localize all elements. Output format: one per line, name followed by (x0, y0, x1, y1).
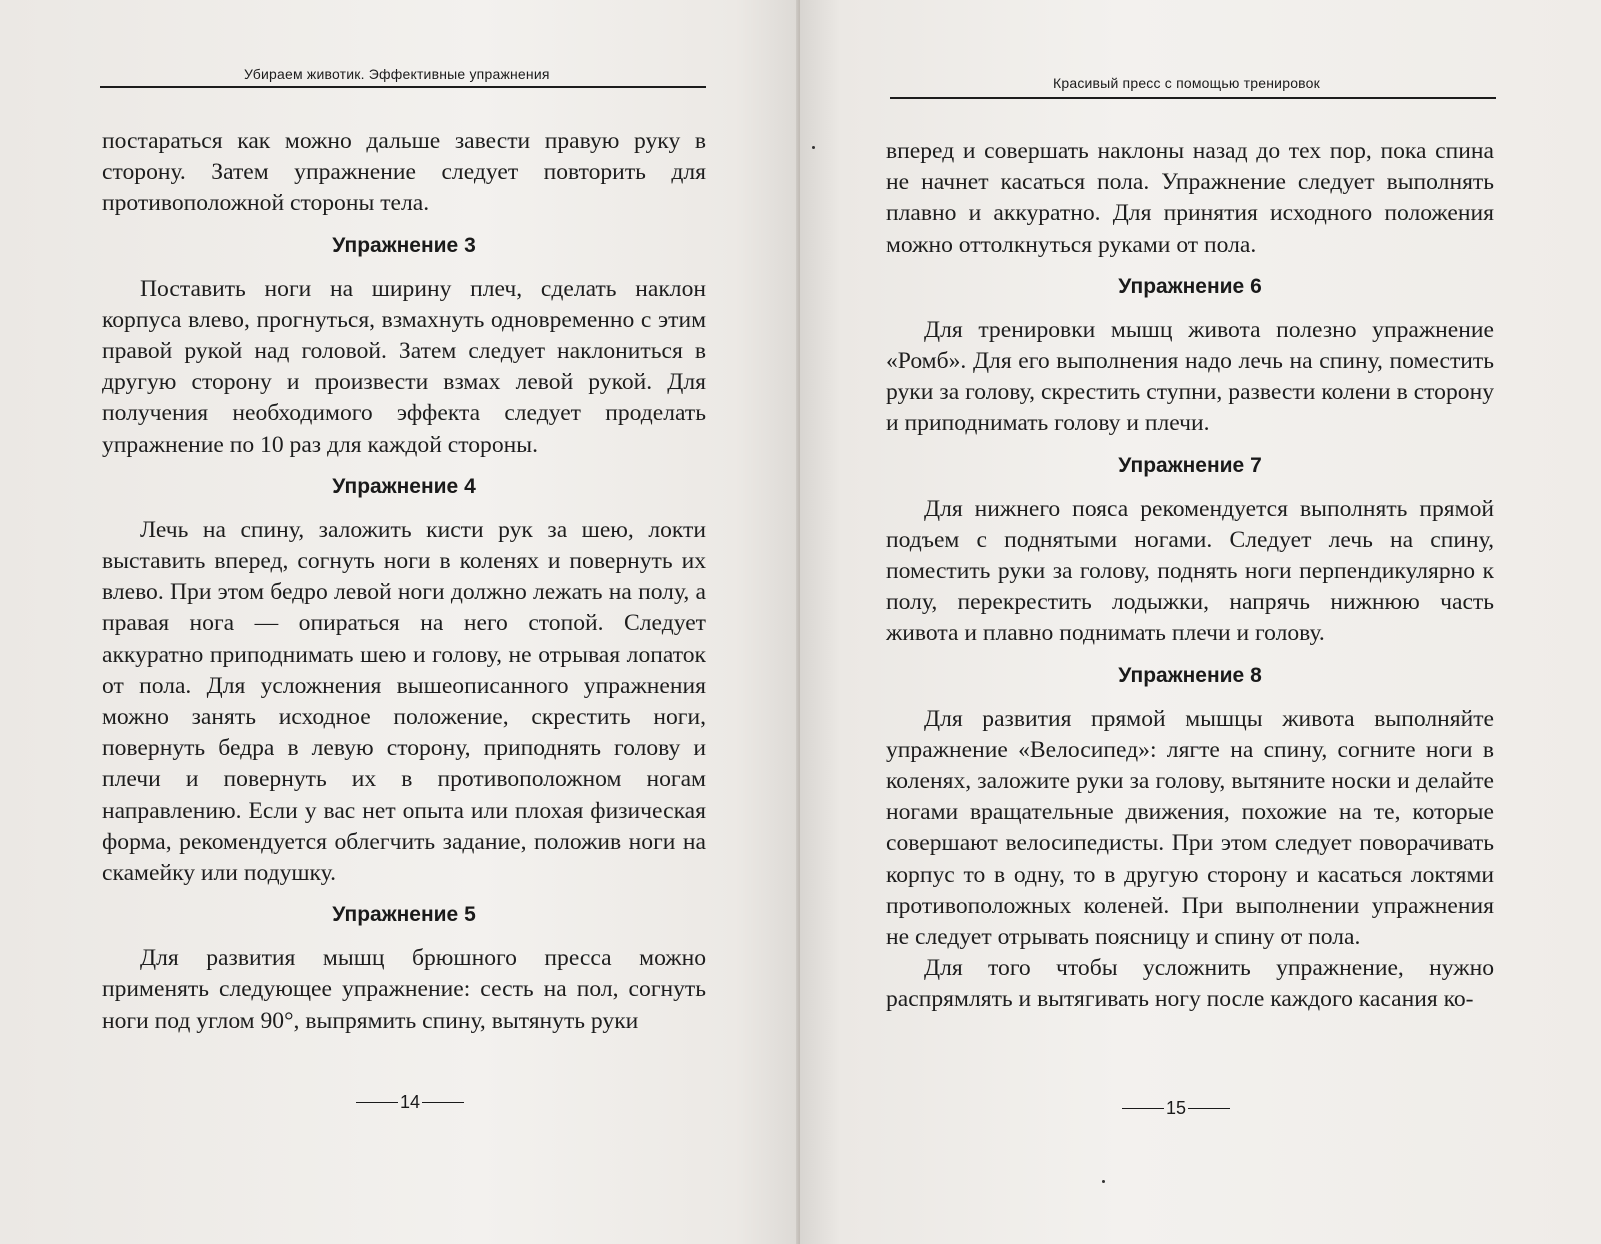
folio-ornament (422, 1102, 464, 1104)
exercise-heading: Упражнение 7 (1118, 453, 1262, 477)
exercise-heading: Упражнение 4 (332, 474, 476, 498)
body-paragraph: Для того чтобы усложнить упражнение, нужно распрямлять и вытягивать ногу после каждого касания ко- (886, 955, 1494, 1013)
exercise-heading: Упражнение 6 (1118, 274, 1262, 298)
body-paragraph: Для развития мышц брюшного пресса можно применять следующее упражнение: сесть на пол, согнуть ноги под углом 90°, выпрямить спину, вытянуть руки (102, 945, 706, 1034)
body-paragraph: Лечь на спину, заложить кисти рук за шею, локти выставить вперед, согнуть ноги в коленях и повернуть их влево. При этом бедро левой ноги должно лежать на полу, а правая нога — опираться на него стопой. Следует аккуратно приподнимать шею и голову, не отрывая лопаток от пола. Для усложнения вышеописанного упражнения можно занять исходное положение, скрестить ноги, повернуть бедра в левую сторону, приподнять голову и плечи и повернуть их в противоположном ногам направлению. Если у вас нет опыта или плохая физическая форма, рекомендуется облегчить задание, положив ноги на скамейку или подушку. (102, 516, 706, 887)
exercise-heading: Упражнение 3 (332, 233, 476, 257)
folio-ornament (1188, 1108, 1230, 1110)
folio-ornament (1122, 1108, 1164, 1110)
right-running-head: Красивый пресс с помощью тренировок (1053, 75, 1320, 91)
body-paragraph: вперед и совершать наклоны назад до тех пор, пока спина не начнет касаться пола. Упражнение следует выполнять плавно и аккуратно. Для принятия исходного положения можно оттолкнуться руками от пола. (886, 138, 1494, 258)
right-page-number (1122, 1098, 1230, 1119)
left-page-number (356, 1092, 464, 1113)
body-paragraph: Для нижнего пояса рекомендуется выполнять прямой подъем с поднятыми ногами. Следует лечь на спину, поместить руки за голову, поднять ноги перпендикулярно к полу, перекрестить лодыжки, напрячь нижнюю часть живота и плавно поднимать плечи и голову. (886, 495, 1494, 647)
left-page-body (102, 126, 706, 1037)
body-paragraph: Для развития прямой мышцы живота выполняйте упражнение «Велосипед»: лягте на спину, согните ноги в коленях, заложите руки за голову, вытяните носки и делайте ногами вращательные движения, похожие на те, которые совершают велосипедисты. При этом следует поворачивать корпус то в одну, то в другую сторону и касаться локтями противоположных коленей. При выполнении упражнения не следует отрывать поясницу и спину от пола. (886, 705, 1494, 951)
left-folio-number: 14 (400, 1092, 421, 1112)
print-speck (1102, 1180, 1105, 1183)
right-folio-number: 15 (1166, 1098, 1187, 1118)
body-paragraph: Для тренировки мышц живота полезно упражнение «Ромб». Для его выполнения надо лечь на спину, поместить руки за голову, скрестить ступни, развести колени в сторону и приподнимать голову и плечи. (886, 316, 1494, 437)
print-speck (812, 146, 815, 149)
left-running-head: Убираем животик. Эффективные упражнения (244, 66, 550, 82)
folio-ornament (356, 1102, 398, 1104)
body-paragraph: постараться как можно дальше завести правую руку в сторону. Затем упражнение следует повторить для противоположной стороны тела. (102, 128, 706, 217)
right-header-rule (890, 97, 1496, 99)
exercise-heading: Упражнение 5 (332, 903, 476, 927)
right-page-body (886, 136, 1494, 1016)
left-page (0, 0, 800, 1244)
body-paragraph: Поставить ноги на ширину плеч, сделать наклон корпуса влево, прогнуться, взмахнуть одновременно с этим правой рукой над головой. Затем следует наклониться в другую сторону и произвести взмах левой рукой. Для получения необходимого эффекта следует проделать упражнение по 10 раз для каждой стороны. (102, 275, 706, 458)
exercise-heading: Упражнение 8 (1118, 663, 1262, 687)
right-page (800, 0, 1601, 1244)
left-header-rule (100, 86, 706, 88)
